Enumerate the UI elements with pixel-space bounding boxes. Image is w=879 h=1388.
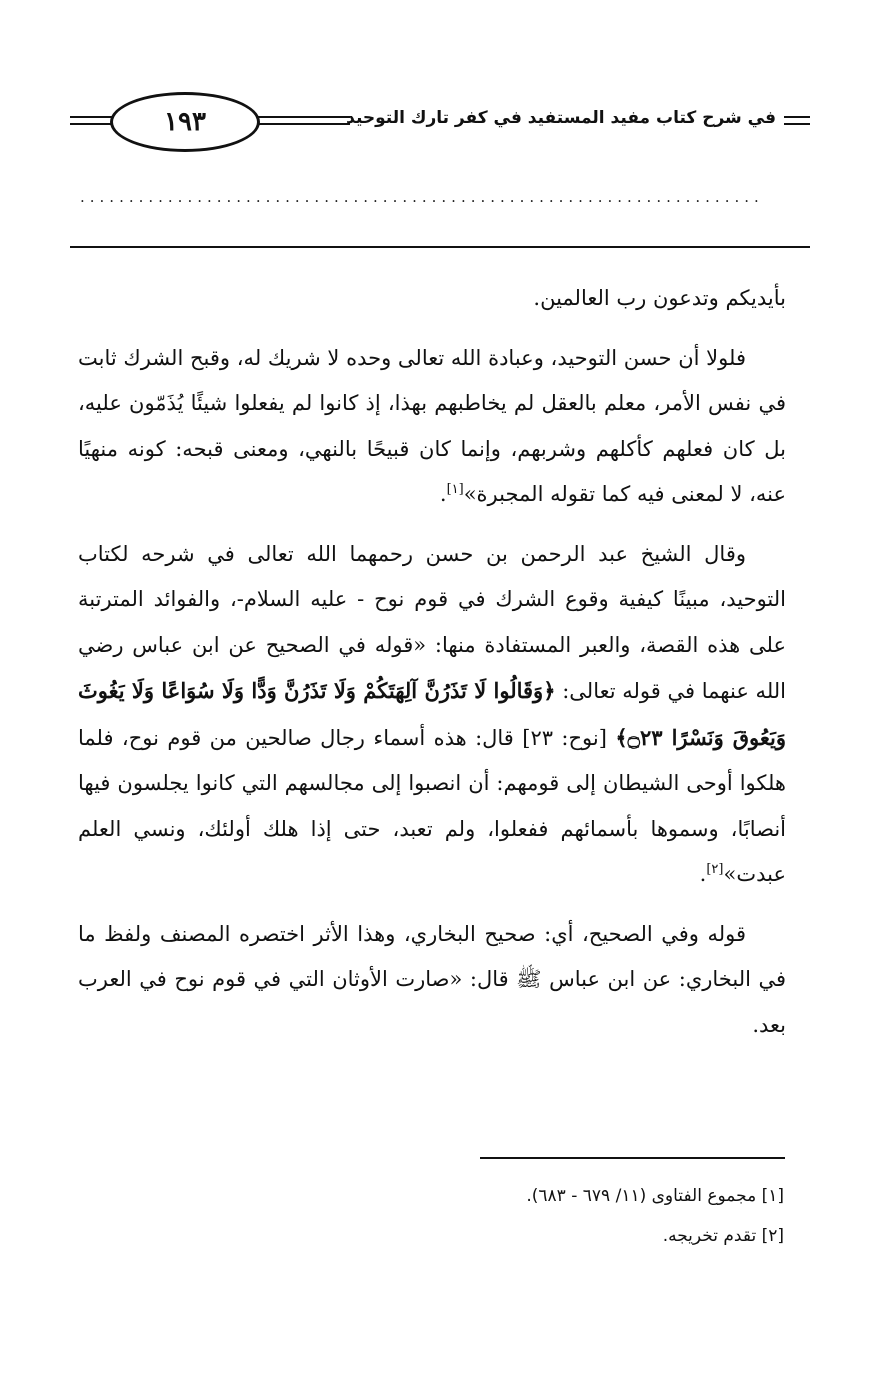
paragraph-text: قوله وفي الصحيح، أي: صحيح البخاري، وهذا الأثر اختصره المصنف ولفظ ما في البخاري: عن ابن عباس ﷺ قال: «صارت الأوثان التي في قوم نوح في العرب بعد.	[78, 921, 786, 1037]
header-rule-left-bottom	[70, 123, 112, 125]
header-rule-mid-top	[258, 116, 350, 118]
header-rule-mid-bottom	[258, 123, 350, 125]
paragraph-text: [نوح: ٢٣] قال: هذه أسماء رجال صالحين من قوم نوح، فلما هلكوا أوحى الشيطان إلى قومهم: أن انصبوا إلى مجالسهم التي كانوا يجلسون فيها أنصابًا، وسموها بأسمائهم ففعلوا، ولم تعبد، حتى إذا هلك أولئك، ونسي العلم عبدت»	[78, 725, 786, 886]
period: .	[439, 482, 447, 506]
quran-verse: ﴿وَقَالُوا لَا تَذَرُنَّ آلِهَتَكُمْ وَلَا تَذَرُنَّ وَدًّا وَلَا سُوَاعًا وَلَا يَغُوثَ وَيَعُوقَ وَنَسْرًا ۝٢٣﴾	[78, 678, 786, 750]
footnotes	[300, 1176, 784, 1256]
paragraph-text: بأيديكم وتدعون رب العالمين.	[533, 286, 786, 310]
running-title: في شرح كتاب مفيد المستفيد في كفر تارك التوحيد	[346, 108, 776, 128]
paragraph-continuation	[78, 276, 786, 322]
paragraph	[78, 336, 786, 518]
footnote-ref: [٢]	[706, 862, 724, 877]
footnote: [١] مجموع الفتاوى (١١/ ٦٧٩ - ٦٨٣).	[526, 1186, 784, 1206]
separator-rule	[70, 246, 810, 248]
footnote-ref: [١]	[446, 482, 464, 497]
footnote-rule	[480, 1157, 785, 1159]
footnote: [٢] تقدم تخريجه.	[662, 1226, 784, 1246]
paragraph-text: فلولا أن حسن التوحيد، وعبادة الله تعالى وحده لا شريك له، وقبح الشرك ثابت في نفس الأمر، معلم بالعقل لم يخاطبهم بهذا، إذ كانوا لم يفعلوا شيئًا يُذَمّون عليه، بل كان فعلهم كأكلهم وشربهم، وإنما كان قبيحًا بالنهي، ومعنى قبحه: كونه منهيًا عنه، لا لمعنى فيه كما تقوله المجبرة»	[78, 345, 786, 506]
paragraph	[78, 912, 786, 1049]
header-rule-right-bottom	[784, 123, 810, 125]
dotted-separator: ......................................................................	[80, 188, 764, 206]
paragraph-text: وقال الشيخ عبد الرحمن بن حسن رحمهما الله تعالى في شرحه لكتاب التوحيد، مبينًا كيفية وقوع الشرك في قوم نوح - عليه السلام-، والفوائد المترتبة على هذه القصة، والعبر المستفادة منها: «قوله في الصحيح عن ابن عباس رضي الله عنهما في قوله تعالى:	[78, 541, 786, 703]
page-header	[70, 92, 810, 158]
header-rule-right-top	[784, 116, 810, 118]
main-text	[78, 276, 786, 1062]
period: .	[699, 862, 707, 886]
header-rule-left-top	[70, 116, 112, 118]
paragraph	[78, 532, 786, 898]
page-number: ١٩٣	[110, 92, 260, 152]
